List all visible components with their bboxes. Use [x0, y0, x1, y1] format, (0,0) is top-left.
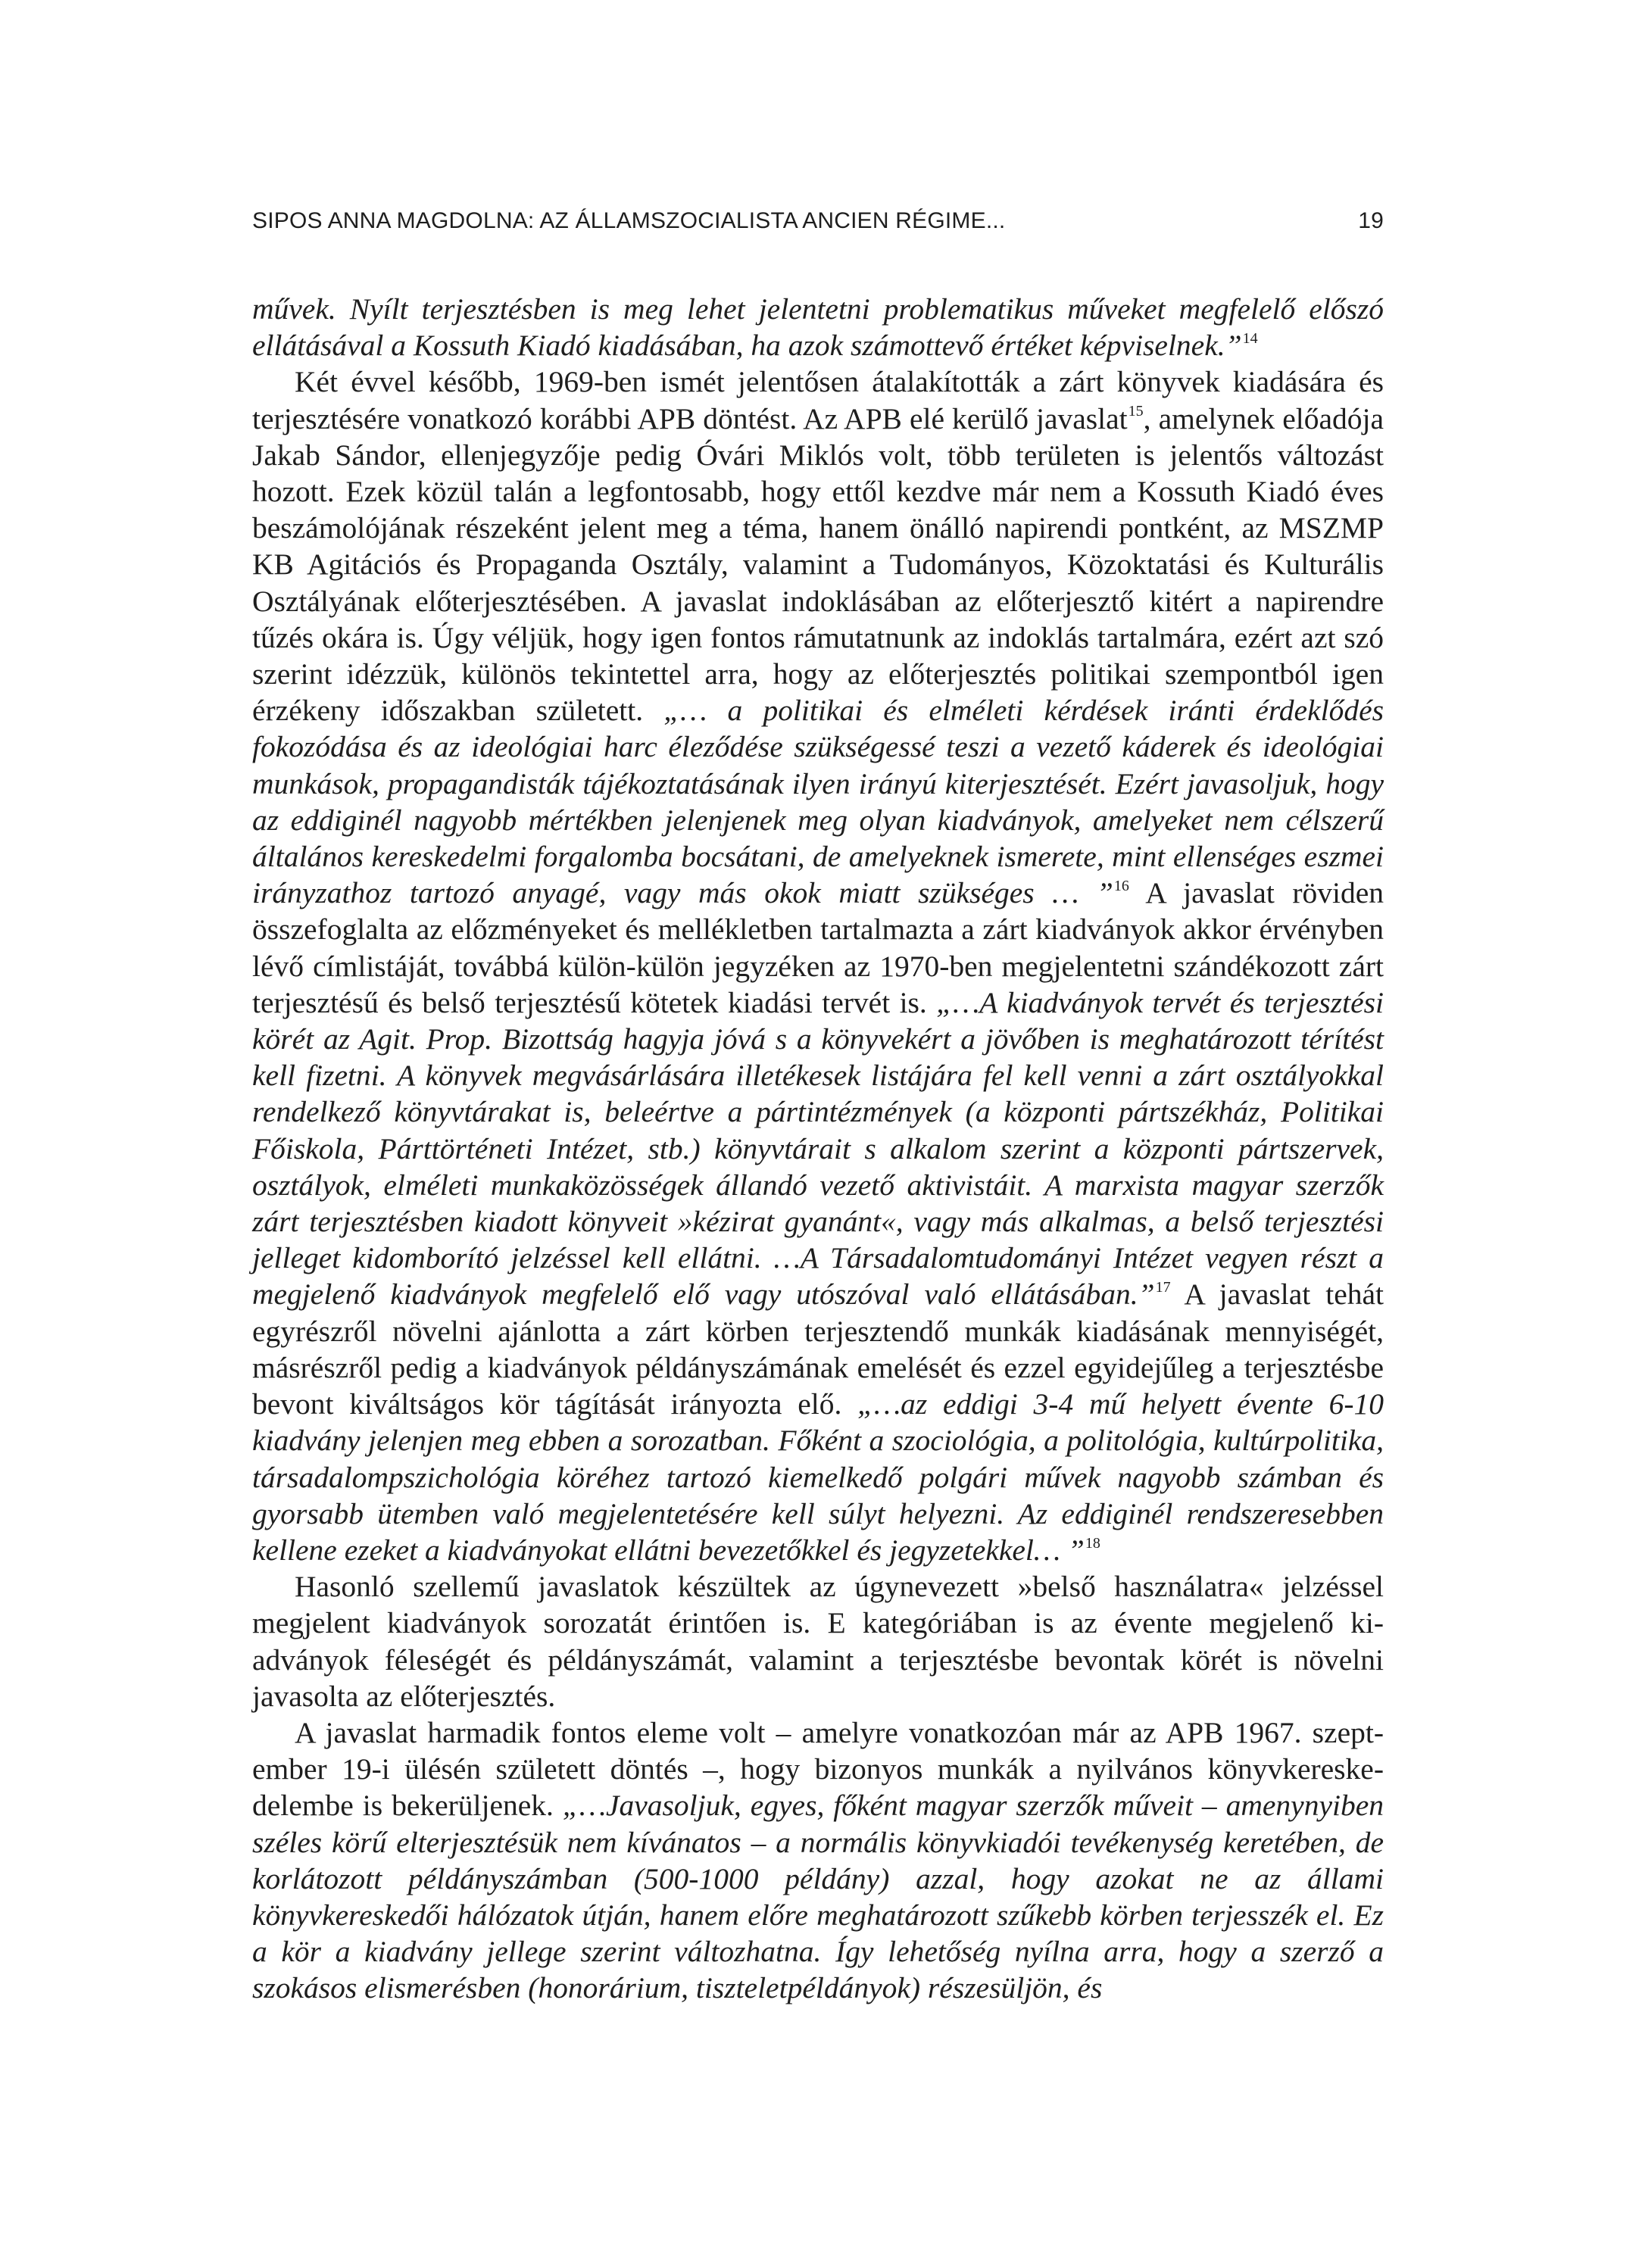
page-number: 19 [1358, 208, 1384, 233]
paragraph [252, 1568, 1384, 1714]
body-text-run: Hasonló szellemű javaslatok készültek az úgynevezett »belső használatra« jelzéssel megjelent kiadványok sorozatát érintően is. E kategóriában is az évente megjelenő kiadványok féleségét és példányszámát, valamint a terjesztésbe bevontak körét is növelni javasolta az előterjesztés. [252, 1570, 1384, 1713]
paragraph [252, 1714, 1384, 2007]
footnote-ref: 15 [1128, 403, 1144, 420]
body-text [252, 291, 1384, 2007]
quotation-text: művek. Nyílt terjesztésben is meg lehet jelentetni problematikus műveket megfelelő előszó ellátásával a Kossuth Kiadó kiadásában, ha azok számottevő értéket képviselnek.” [252, 292, 1384, 363]
running-title: SIPOS ANNA MAGDOLNA: AZ ÁLLAMSZOCIALISTA ANCIEN RÉGIME... [252, 208, 1006, 233]
body-text-run: A javaslat harmadik fontos eleme volt – amelyre vonatkozóan már az APB 1967. szeptember 19-i ülésén született döntés –, hogy bizonyos munkák a nyilvános könyvkereskedelembe is bekerüljenek. [252, 1715, 1384, 1823]
paragraph [252, 363, 1384, 1568]
quotation-text: „…A kiadványok tervét és terjesztési körét az Agit. Prop. Bizottság hagyja jóvá s a könyvekért a jövőben is meghatározott térítést kell fizetni. A könyvek megvásárlására illetékesek listájára fel kell venni a zárt osztályokkal rendelkező könyvtárakat is, beleértve a pártintézmények (a központi pártszékház, Politikai Főiskola, Párttörténeti Intézet, stb.) könyvtárait s alkalom szerint a központi pártszervek, osztályok, elméleti munkaközösségek állandó vezető aktivistáit. A marxista magyar szerzők zárt terjesztésben kiadott könyveit »kézirat gyanánt«, vagy más alkalmas, a belső terjesztési jelleget kidomborító jelzéssel kell ellátni. …A Társadalomtudományi Intézet vegyen részt a megjelenő kiadványok megfelelő elő vagy utószóval való ellátásában.” [252, 985, 1384, 1312]
footnote-ref: 18 [1085, 1534, 1100, 1552]
body-text-run: , amelynek előadója Jakab Sándor, ellenjegyzője pedig Óvári Miklós volt, több területen is jelentős változást hozott. Ezek közül talán a legfontosabb, hogy ettől kezdve már nem a Kossuth Kiadó éves beszámolójának részeként jelent meg a téma, hanem önálló napirendi pontként, az MSZMP KB Agitációs és Propaganda Osztály, valamint a Tudományos, Közoktatási és Kulturális Osztályának előterjesztésében. A javaslat indoklásában az előterjesztő kitért a napirendre tűzés okára is. Úgy véljük, hogy igen fontos rámutatnunk az indoklás tartalmára, ezért azt szó szerint idézzük, különös tekintettel arra, hogy az előterjesztés politikai szempontból igen érzékeny időszakban született. [252, 401, 1384, 728]
footnote-ref: 17 [1155, 1279, 1171, 1296]
footnote-ref: 14 [1242, 330, 1258, 348]
quotation-text: „… a politikai és elméleti kérdések iránti érdeklődés fokozódása és az ideológiai harc éleződése szükségessé teszi a vezető káderek és ideológiai munkások, propagandisták tájékoztatásának ilyen irányú kiterjesztését. Ezért javasoljuk, hogy az eddiginél nagyobb mértékben jelenjenek meg olyan kiadványok, amelyeket nem célszerű általános kereskedelmi forgalomba bocsátani, de amelyeknek ismerete, mint ellenséges eszmei irányzathoz tartozó anyagé, vagy más okok miatt szükséges … ” [252, 694, 1384, 910]
quotation-text: „…Javasoljuk, egyes, főként magyar szerzők műveit – amenynyiben széles körű elterjesztésük nem kívánatos – a normális könyvkiadói tevékenység keretében, de korlátozott példányszámban (500-1000 példány) azzal, hogy azokat ne az állami könyvkereskedői hálózatok útján, hanem előre meghatározott szűkebb körben terjesszék el. Ez a kör a kiadvány jellege szerint változhatna. Így lehetőség nyílna arra, hogy a szerző a szokásos elismerésben (honorárium, tiszteletpéldányok) részesüljön, és [252, 1789, 1384, 2005]
quotation-text: „…az eddigi 3-4 mű helyett évente 6-10 kiadvány jelenjen meg ebben a sorozatban. Főként a szociológia, a politológia, kultúrpolitika, társadalompszichológia köréhez tartozó kiemelkedő polgári művek nagyobb számban és gyorsabb ütemben való megjelentetésére kell súlyt helyezni. Az eddiginél rendszeresebben kellene ezeket a kiadványokat ellátni bevezetőkkel és jegyzetekkel… ” [252, 1387, 1384, 1567]
body-text-run: Két évvel később, 1969-ben ismét jelentősen átalakították a zárt könyvek kiadására és terjesztésére vonatkozó korábbi APB döntést. Az APB elé kerülő javaslat [252, 365, 1384, 435]
paragraph [252, 291, 1384, 363]
footnote-ref: 16 [1113, 878, 1129, 895]
body-text-run: A javaslat tehát egyrészről növelni ajánlotta a zárt körben terjesztendő munkák kiadásának mennyiségét, másrészről pedig a kiadványok példányszámának emelését és ezzel egyidejűleg a terjesztésbe bevont kiváltságos kör tágítását irányozta elő. [252, 1278, 1384, 1421]
body-text-run: A javaslat röviden összefoglalta az előzményeket és mellékletben tartalmazta a zárt kiadványok akkor érvényben lévő címlistáját, továbbá külön-külön jegyzéken az 1970-ben megjelentetni szándékozott zárt terjesztésű és belső terjesztésű kötetek kiadási tervét is. [252, 876, 1384, 1019]
